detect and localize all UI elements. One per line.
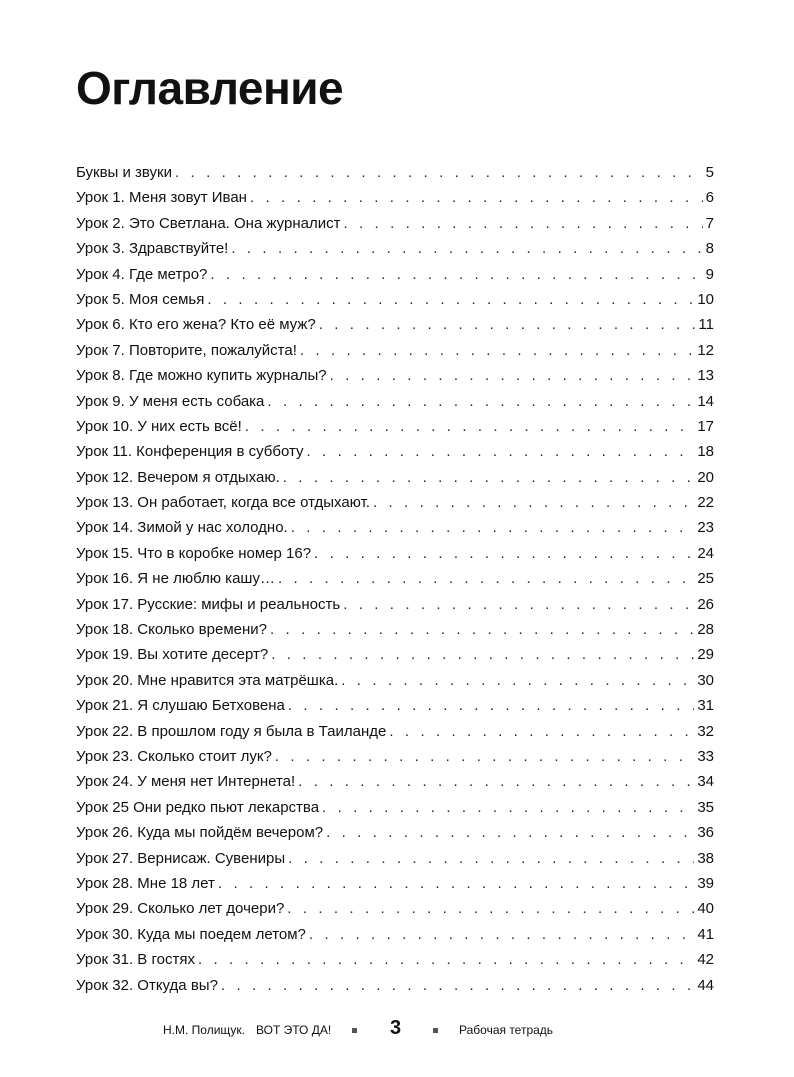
toc-entry bbox=[76, 769, 714, 794]
toc-dot-leader bbox=[319, 312, 696, 337]
page-title: Оглавление bbox=[76, 62, 344, 114]
toc-dot-leader bbox=[309, 922, 694, 947]
toc-dot-leader bbox=[267, 389, 694, 414]
toc-dot-leader bbox=[298, 769, 694, 794]
toc-dot-leader bbox=[250, 185, 703, 210]
toc-entry-page: 22 bbox=[697, 494, 714, 512]
toc-dot-leader bbox=[218, 871, 694, 896]
toc-entry-page: 26 bbox=[697, 595, 714, 613]
toc-dot-leader bbox=[341, 668, 694, 693]
toc-entry bbox=[76, 338, 714, 363]
toc-entry-page: 40 bbox=[697, 900, 714, 918]
toc-dot-leader bbox=[275, 744, 695, 769]
toc-entry-label: Урок 12. Вечером я отдыхаю. bbox=[76, 468, 280, 486]
toc-entry-page: 28 bbox=[697, 621, 714, 639]
toc-entry-page: 8 bbox=[705, 240, 714, 258]
toc-entry-page: 14 bbox=[697, 392, 714, 410]
toc-dot-leader bbox=[322, 795, 694, 820]
toc-dot-leader bbox=[291, 515, 695, 540]
toc-entry-page: 30 bbox=[697, 671, 714, 689]
toc-entry bbox=[76, 566, 714, 591]
toc-entry bbox=[76, 515, 714, 540]
toc-entry-page: 12 bbox=[697, 341, 714, 359]
toc-dot-leader bbox=[389, 719, 694, 744]
toc-dot-leader bbox=[198, 947, 694, 972]
toc-entry-label: Урок 7. Повторите, пожалуйста! bbox=[76, 341, 297, 359]
toc-entry-page: 18 bbox=[697, 443, 714, 461]
toc-entry bbox=[76, 820, 714, 845]
toc-dot-leader bbox=[326, 820, 694, 845]
toc-entry-label: Урок 32. Откуда вы? bbox=[76, 976, 218, 994]
toc-entry bbox=[76, 795, 714, 820]
toc-entry-label: Урок 13. Он работает, когда все отдыхают. bbox=[76, 494, 370, 512]
footer-book-title: ВОТ ЭТО ДА! bbox=[256, 1023, 332, 1037]
toc-entry bbox=[76, 236, 714, 261]
toc-entry-label: Урок 25 Они редко пьют лекарства bbox=[76, 798, 320, 816]
toc-entry-label: Урок 6. Кто его жена? Кто её муж? bbox=[76, 316, 316, 334]
toc-entry-page: 31 bbox=[697, 697, 714, 715]
toc-entry-page: 10 bbox=[697, 290, 714, 308]
toc-entry-label: Урок 20. Мне нравится эта матрёшка. bbox=[76, 671, 339, 689]
toc-entry-label: Урок 18. Сколько времени? bbox=[76, 621, 267, 639]
toc-entry-label: Урок 9. У меня есть собака bbox=[76, 392, 265, 410]
toc-entry bbox=[76, 414, 714, 439]
toc-entry-page: 33 bbox=[697, 747, 714, 765]
toc-entry bbox=[76, 439, 714, 464]
toc-dot-leader bbox=[278, 566, 694, 591]
toc-entry-label: Урок 26. Куда мы пойдём вечером? bbox=[76, 824, 324, 842]
toc-entry bbox=[76, 592, 714, 617]
toc-entry bbox=[76, 922, 714, 947]
toc-entry-label: Урок 23. Сколько стоит лук? bbox=[76, 747, 272, 765]
toc-entry-page: 44 bbox=[697, 976, 714, 994]
toc-entry bbox=[76, 896, 714, 921]
toc-entry-page: 24 bbox=[697, 544, 714, 562]
toc-entry-page: 39 bbox=[697, 874, 714, 892]
toc-entry bbox=[76, 389, 714, 414]
toc-dot-leader bbox=[343, 211, 702, 236]
footer-book-type: Рабочая тетрадь bbox=[459, 1023, 554, 1037]
toc-entry-label: Урок 28. Мне 18 лет bbox=[76, 874, 215, 892]
toc-entry-label: Урок 5. Моя семья bbox=[76, 290, 205, 308]
toc-entry-label: Урок 16. Я не люблю кашу… bbox=[76, 570, 275, 588]
toc-entry bbox=[76, 871, 714, 896]
toc-entry-label: Урок 27. Вернисаж. Сувениры bbox=[76, 849, 286, 867]
toc-entry bbox=[76, 668, 714, 693]
toc-entry-label: Урок 4. Где метро? bbox=[76, 265, 208, 283]
toc-entry-page: 5 bbox=[705, 164, 714, 181]
toc-entry-label: Урок 22. В прошлом году я была в Таиланде bbox=[76, 722, 387, 740]
toc-entry-label: Урок 30. Куда мы поедем летом? bbox=[76, 925, 306, 943]
toc-entry-label: Буквы и звуки bbox=[76, 164, 172, 181]
toc-entry-page: 32 bbox=[697, 722, 714, 740]
toc-entry-label: Урок 24. У меня нет Интернета! bbox=[76, 773, 296, 791]
toc-entry bbox=[76, 465, 714, 490]
toc-entry bbox=[76, 719, 714, 744]
toc-entry-label: Урок 3. Здравствуйте! bbox=[76, 240, 229, 258]
toc-entry-page: 42 bbox=[697, 951, 714, 969]
toc-entry-label: Урок 11. Конференция в субботу bbox=[76, 443, 304, 461]
toc-dot-leader bbox=[283, 465, 695, 490]
toc-entry bbox=[76, 363, 714, 388]
toc-entry bbox=[76, 846, 714, 871]
toc-entry bbox=[76, 490, 714, 515]
toc-entry bbox=[76, 262, 714, 287]
toc-dot-leader bbox=[210, 262, 702, 287]
toc-entry-page: 6 bbox=[705, 189, 714, 207]
toc-dot-leader bbox=[175, 160, 703, 185]
toc-entry bbox=[76, 744, 714, 769]
toc-dot-leader bbox=[373, 490, 694, 515]
square-bullet-icon bbox=[352, 1028, 357, 1033]
toc-entry-label: Урок 21. Я слушаю Бетховена bbox=[76, 697, 285, 715]
toc-dot-leader bbox=[221, 973, 694, 998]
toc-entry-page: 7 bbox=[705, 214, 714, 232]
toc-entry bbox=[76, 947, 714, 972]
toc-entry-page: 11 bbox=[698, 316, 714, 334]
toc-entry bbox=[76, 642, 714, 667]
toc-entry-label: Урок 17. Русские: мифы и реальность bbox=[76, 595, 341, 613]
toc-dot-leader bbox=[271, 642, 694, 667]
toc-entry-page: 9 bbox=[705, 265, 714, 283]
footer-page-number: 3 bbox=[390, 1017, 402, 1039]
toc-dot-leader bbox=[330, 363, 695, 388]
toc-entry-page: 29 bbox=[697, 646, 714, 664]
toc-entry-page: 38 bbox=[697, 849, 714, 867]
toc-entry bbox=[76, 287, 714, 312]
toc-entry-page: 25 bbox=[697, 570, 714, 588]
square-bullet-icon bbox=[433, 1028, 438, 1033]
toc-dot-leader bbox=[231, 236, 702, 261]
toc-dot-leader bbox=[287, 896, 694, 921]
toc-entry-page: 34 bbox=[697, 773, 714, 791]
toc-entry-label: Урок 10. У них есть всё! bbox=[76, 417, 242, 435]
toc-entry bbox=[76, 973, 714, 998]
toc-dot-leader bbox=[314, 541, 694, 566]
toc-entry-page: 23 bbox=[697, 519, 714, 537]
toc-entry bbox=[76, 541, 714, 566]
toc-dot-leader bbox=[288, 846, 694, 871]
toc-entry-page: 41 bbox=[697, 925, 714, 943]
toc-dot-leader bbox=[270, 617, 694, 642]
toc-dot-leader bbox=[300, 338, 694, 363]
toc-dot-leader bbox=[343, 592, 694, 617]
toc-entry-label: Урок 14. Зимой у нас холодно. bbox=[76, 519, 288, 537]
toc-entry-page: 35 bbox=[697, 798, 714, 816]
toc-entry-label: Урок 31. В гостях bbox=[76, 951, 195, 969]
page-footer bbox=[0, 1017, 794, 1041]
toc-entry bbox=[76, 693, 714, 718]
table-of-contents bbox=[76, 160, 714, 998]
toc-entry-label: Урок 2. Это Светлана. Она журналист bbox=[76, 214, 341, 232]
toc-entry-page: 20 bbox=[697, 468, 714, 486]
toc-dot-leader bbox=[307, 439, 695, 464]
toc-entry bbox=[76, 617, 714, 642]
toc-entry-label: Урок 29. Сколько лет дочери? bbox=[76, 900, 285, 918]
toc-entry bbox=[76, 312, 714, 337]
toc-entry bbox=[76, 211, 714, 236]
toc-entry bbox=[76, 185, 714, 210]
footer-author: Н.М. Полищук. bbox=[163, 1023, 245, 1037]
toc-dot-leader bbox=[245, 414, 694, 439]
toc-dot-leader bbox=[288, 693, 694, 718]
toc-entry-label: Урок 1. Меня зовут Иван bbox=[76, 189, 247, 207]
toc-entry-page: 17 bbox=[697, 417, 714, 435]
toc-entry-label: Урок 15. Что в коробке номер 16? bbox=[76, 544, 312, 562]
toc-entry-page: 13 bbox=[697, 367, 714, 385]
toc-entry-label: Урок 8. Где можно купить журналы? bbox=[76, 367, 327, 385]
toc-entry bbox=[76, 160, 714, 185]
toc-entry-page: 36 bbox=[697, 824, 714, 842]
toc-entry-label: Урок 19. Вы хотите десерт? bbox=[76, 646, 269, 664]
toc-dot-leader bbox=[207, 287, 694, 312]
